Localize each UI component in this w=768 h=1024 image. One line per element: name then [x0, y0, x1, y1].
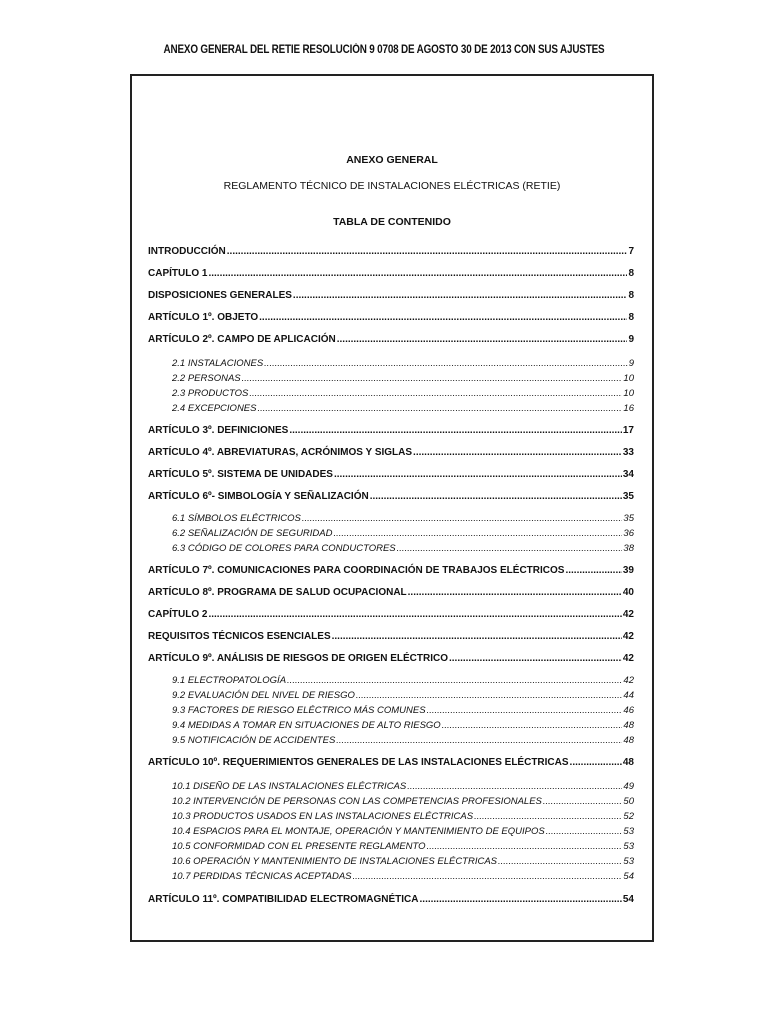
toc-entry-page: 36 — [623, 528, 634, 539]
toc-entry-label: 10.4 ESPACIOS PARA EL MONTAJE, OPERACIÓN Y MANTENIMIENTO DE EQUIPOS — [172, 826, 545, 837]
toc-leader-dots — [407, 781, 622, 792]
toc-entry[interactable] — [148, 469, 634, 480]
toc-subentry[interactable] — [172, 358, 634, 369]
annex-title: ANEXO GENERAL — [346, 154, 438, 166]
toc-leader-dots — [420, 894, 622, 905]
toc-entry-page: 53 — [623, 856, 634, 867]
toc-entry-label: ARTÍCULO 1º. OBJETO — [148, 312, 259, 323]
toc-entry-page: 46 — [623, 705, 634, 716]
toc-entry[interactable] — [148, 565, 634, 576]
toc-entry-label: 2.3 PRODUCTOS — [172, 388, 249, 399]
regulation-title: REGLAMENTO TÉCNICO DE INSTALACIONES ELÉCTRICAS (RETIE) — [223, 180, 561, 192]
toc-entry-page: 53 — [623, 841, 634, 852]
toc-leader-dots — [543, 796, 623, 807]
toc-entry-page: 7 — [628, 246, 634, 257]
toc-leader-dots — [546, 826, 623, 837]
toc-entry-label: DISPOSICIONES GENERALES — [148, 290, 292, 301]
toc-entry-label: ARTÍCULO 11º. COMPATIBILIDAD ELECTROMAGNÉTICA — [148, 894, 419, 905]
toc-entry-page: 39 — [622, 565, 634, 576]
toc-entry-label: 9.1 ELECTROPATOLOGÍA — [172, 675, 287, 686]
toc-subentry[interactable] — [172, 373, 634, 384]
toc-subentry[interactable] — [172, 690, 634, 701]
toc-entry-page: 8 — [628, 312, 634, 323]
toc-entry-page: 54 — [622, 894, 634, 905]
toc-entry[interactable] — [148, 491, 634, 502]
toc-entry-label: 10.2 INTERVENCIÓN DE PERSONAS CON LAS COMPETENCIAS PROFESIONALES — [172, 796, 542, 807]
toc-entry-page: 35 — [623, 513, 634, 524]
toc-entry-label: 2.1 INSTALACIONES — [172, 358, 264, 369]
toc-entry-label: 2.2 PERSONAS — [172, 373, 241, 384]
toc-subentry[interactable] — [172, 705, 634, 716]
toc-entry-page: 17 — [622, 425, 634, 436]
toc-entry[interactable] — [148, 631, 634, 642]
document-running-header: ANEXO GENERAL DEL RETIE RESOLUCIÓN 9 0708 DE AGOSTO 30 DE 2013 CON SUS AJUSTES — [163, 44, 605, 56]
toc-entry[interactable] — [148, 268, 634, 279]
toc-entry-page: 50 — [623, 796, 634, 807]
toc-leader-dots — [257, 403, 622, 414]
toc-entry[interactable] — [148, 447, 634, 458]
toc-entry-page: 40 — [622, 587, 634, 598]
toc-entry-label: INTRODUCCIÓN — [148, 246, 226, 257]
toc-entry-page: 49 — [623, 781, 634, 792]
toc-entry-label: REQUISITOS TÉCNICOS ESENCIALES — [148, 631, 331, 642]
toc-entry-label: 9.2 EVALUACIÓN DEL NIVEL DE RIESGO — [172, 690, 355, 701]
toc-subentry[interactable] — [172, 826, 634, 837]
toc-leader-dots — [208, 609, 621, 620]
toc-leader-dots — [356, 690, 623, 701]
toc-subentry[interactable] — [172, 403, 634, 414]
toc-leader-dots — [302, 513, 623, 524]
toc-subentry[interactable] — [172, 528, 634, 539]
toc-leader-dots — [427, 705, 623, 716]
toc-entry-page: 34 — [622, 469, 634, 480]
toc-entry-page: 10 — [623, 388, 634, 399]
toc-leader-dots — [264, 358, 628, 369]
toc-entry-label: ARTÍCULO 2º. CAMPO DE APLICACIÓN — [148, 334, 336, 345]
toc-subentry[interactable] — [172, 543, 634, 554]
toc-entry-page: 38 — [623, 543, 634, 554]
toc-leader-dots — [334, 469, 622, 480]
toc-entry-label: ARTÍCULO 5º. SISTEMA DE UNIDADES — [148, 469, 333, 480]
toc-entry-label: ARTÍCULO 4º. ABREVIATURAS, ACRÓNIMOS Y SIGLAS — [148, 447, 413, 458]
toc-entry-page: 42 — [622, 631, 634, 642]
toc-leader-dots — [397, 543, 623, 554]
toc-entry-label: 10.1 DISEÑO DE LAS INSTALACIONES ELÉCTRICAS — [172, 781, 407, 792]
toc-entry-label: ARTÍCULO 10º. REQUERIMIENTOS GENERALES DE LAS INSTALACIONES ELÉCTRICAS — [148, 757, 569, 768]
toc-entry-page: 35 — [622, 491, 634, 502]
toc-leader-dots — [259, 312, 627, 323]
toc-leader-dots — [337, 334, 628, 345]
toc-entry-page: 53 — [623, 826, 634, 837]
toc-subentry[interactable] — [172, 856, 634, 867]
toc-heading: TABLA DE CONTENIDO — [333, 216, 451, 228]
toc-entry-label: ARTÍCULO 8º. PROGRAMA DE SALUD OCUPACIONAL — [148, 587, 407, 598]
toc-leader-dots — [474, 811, 622, 822]
toc-entry-page: 8 — [628, 290, 634, 301]
toc-leader-dots — [287, 675, 622, 686]
toc-subentry[interactable] — [172, 513, 634, 524]
toc-entry-label: 9.3 FACTORES DE RIESGO ELÉCTRICO MÁS COMUNES — [172, 705, 426, 716]
toc-entry-page: 44 — [623, 690, 634, 701]
toc-leader-dots — [332, 631, 622, 642]
toc-leader-dots — [408, 587, 622, 598]
toc-entry-label: CAPÍTULO 1 — [148, 268, 208, 279]
toc-entry-label: 6.2 SEÑALIZACIÓN DE SEGURIDAD — [172, 528, 333, 539]
toc-leader-dots — [370, 491, 622, 502]
toc-entry-page: 10 — [623, 373, 634, 384]
toc-leader-dots — [353, 871, 623, 882]
toc-entry-page: 16 — [623, 403, 634, 414]
toc-entry[interactable] — [148, 757, 634, 768]
toc-leader-dots — [249, 388, 622, 399]
toc-entry-page: 42 — [622, 653, 634, 664]
page-frame — [130, 74, 654, 942]
toc-entry-label: 10.7 PERDIDAS TÉCNICAS ACEPTADAS — [172, 871, 352, 882]
toc-entry[interactable] — [148, 334, 634, 345]
toc-entry[interactable] — [148, 425, 634, 436]
toc-subentry[interactable] — [172, 811, 634, 822]
toc-leader-dots — [227, 246, 628, 257]
toc-entry-label: ARTÍCULO 9º. ANÁLISIS DE RIESGOS DE ORIGEN ELÉCTRICO — [148, 653, 448, 664]
toc-leader-dots — [242, 373, 623, 384]
toc-entry-label: 9.4 MEDIDAS A TOMAR EN SITUACIONES DE ALTO RIESGO — [172, 720, 441, 731]
toc-entry[interactable] — [148, 246, 634, 257]
toc-entry-label: 9.5 NOTIFICACIÓN DE ACCIDENTES — [172, 735, 336, 746]
toc-entry-page: 9 — [628, 358, 634, 369]
toc-entry-label: ARTÍCULO 6º- SIMBOLOGÍA Y SEÑALIZACIÓN — [148, 491, 369, 502]
toc-entry-label: 10.6 OPERACIÓN Y MANTENIMIENTO DE INSTALACIONES ELÉCTRICAS — [172, 856, 498, 867]
toc-entry-page: 48 — [622, 757, 634, 768]
toc-leader-dots — [333, 528, 622, 539]
toc-leader-dots — [442, 720, 623, 731]
toc-subentry[interactable] — [172, 720, 634, 731]
toc-leader-dots — [565, 565, 621, 576]
toc-entry-label: ARTÍCULO 7º. COMUNICACIONES PARA COORDINACIÓN DE TRABAJOS ELÉCTRICOS — [148, 565, 565, 576]
toc-subentry[interactable] — [172, 871, 634, 882]
toc-entry-page: 52 — [623, 811, 634, 822]
toc-entry[interactable] — [148, 894, 634, 905]
toc-leader-dots — [570, 757, 622, 768]
toc-entry-page: 9 — [628, 334, 634, 345]
toc-subentry[interactable] — [172, 781, 634, 792]
toc-entry[interactable] — [148, 312, 634, 323]
toc-leader-dots — [498, 856, 622, 867]
toc-entry-label: CAPÍTULO 2 — [148, 609, 208, 620]
toc-entry-label: 2.4 EXCEPCIONES — [172, 403, 257, 414]
toc-leader-dots — [208, 268, 627, 279]
toc-leader-dots — [336, 735, 622, 746]
toc-entry-page: 48 — [623, 720, 634, 731]
toc-entry-page: 48 — [623, 735, 634, 746]
toc-entry-label: 10.3 PRODUCTOS USADOS EN LAS INSTALACIONES ELÉCTRICAS — [172, 811, 474, 822]
toc-subentry[interactable] — [172, 735, 634, 746]
toc-leader-dots — [293, 290, 628, 301]
toc-subentry[interactable] — [172, 796, 634, 807]
toc-subentry[interactable] — [172, 841, 634, 852]
toc-leader-dots — [413, 447, 622, 458]
toc-entry[interactable] — [148, 653, 634, 664]
toc-entry-page: 33 — [622, 447, 634, 458]
toc-entry-label: 6.1 SÍMBOLOS ELÉCTRICOS — [172, 513, 301, 524]
toc-leader-dots — [427, 841, 623, 852]
toc-entry[interactable] — [148, 290, 634, 301]
toc-entry[interactable] — [148, 587, 634, 598]
toc-entry-page: 42 — [623, 675, 634, 686]
toc-leader-dots — [449, 653, 622, 664]
toc-entry-page: 8 — [628, 268, 634, 279]
toc-leader-dots — [289, 425, 622, 436]
toc-entry-label: 10.5 CONFORMIDAD CON EL PRESENTE REGLAMENTO — [172, 841, 426, 852]
toc-subentry[interactable] — [172, 675, 634, 686]
toc-entry-page: 42 — [622, 609, 634, 620]
toc-entry-page: 54 — [623, 871, 634, 882]
toc-entry[interactable] — [148, 609, 634, 620]
toc-entry-label: ARTÍCULO 3º. DEFINICIONES — [148, 425, 289, 436]
toc-subentry[interactable] — [172, 388, 634, 399]
toc-entry-label: 6.3 CÓDIGO DE COLORES PARA CONDUCTORES — [172, 543, 396, 554]
